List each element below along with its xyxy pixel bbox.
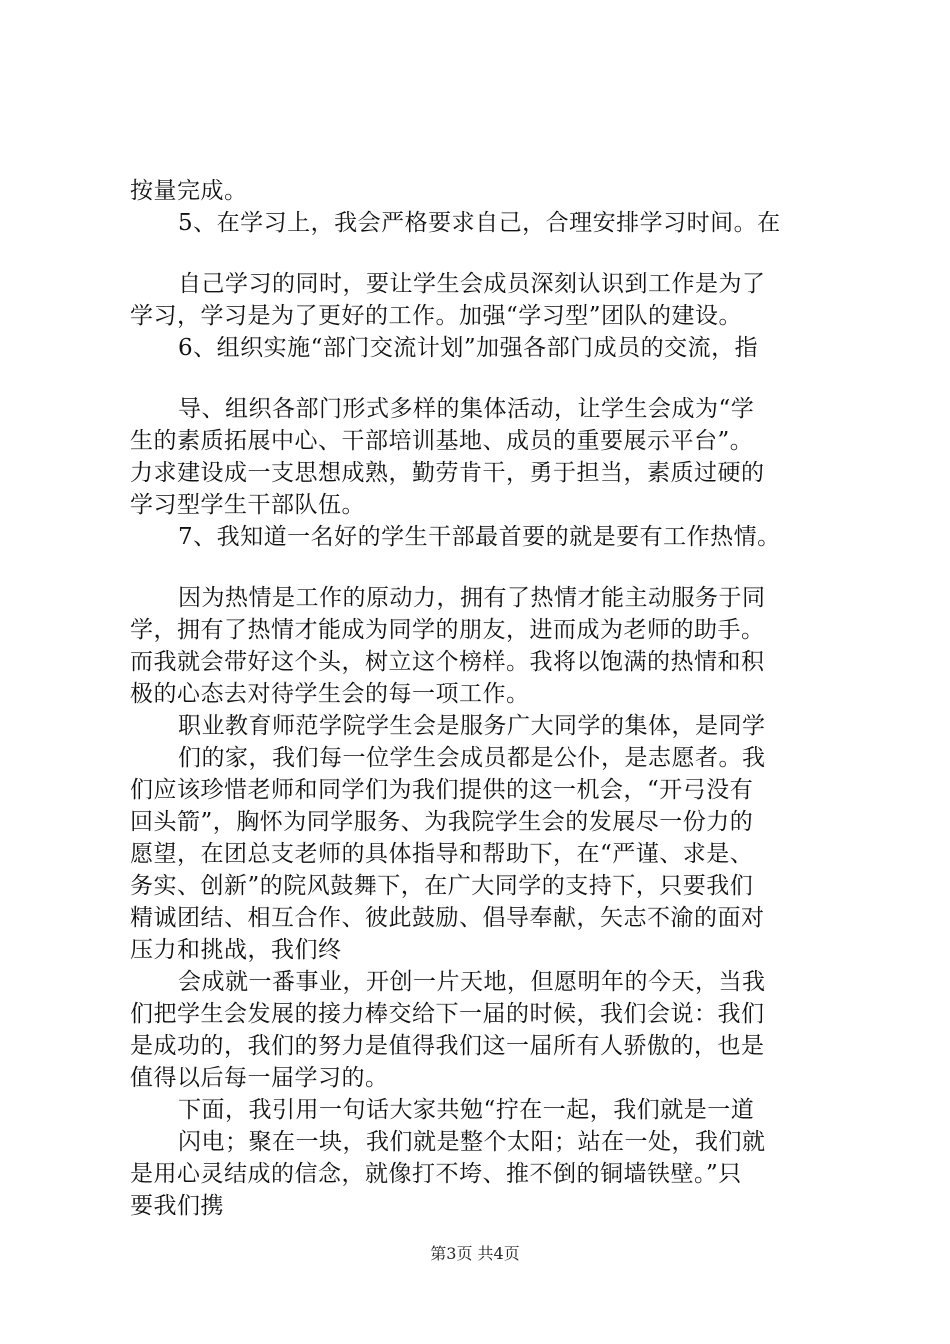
- page-footer: [0, 1241, 950, 1264]
- text-line: 而我就会带好这个头，树立这个榜样。我将以饱满的热情和积: [130, 649, 765, 675]
- page-number-label: 第3页 共4页: [430, 1244, 520, 1263]
- text-line: 力求建设成一支思想成熟，勤劳肯干，勇于担当，素质过硬的: [130, 460, 765, 486]
- text-line: 极的心态去对待学生会的每一项工作。: [130, 681, 530, 707]
- text-line: 压力和挑战，我们终: [130, 937, 342, 963]
- text-line: 5、在学习上，我会严格要求自己，合理安排学习时间。在: [178, 210, 781, 236]
- text-line: 职业教育师范学院学生会是服务广大同学的集体，是同学: [178, 713, 766, 739]
- text-line: 愿望，在团总支老师的具体指导和帮助下，在“严谨、求是、: [130, 841, 754, 867]
- text-line: 要我们携: [130, 1193, 224, 1219]
- text-line: 回头箭”，胸怀为同学服务、为我院学生会的发展尽一份力的: [130, 809, 754, 835]
- text-line: 精诚团结、相互合作、彼此鼓励、倡导奉献，矢志不渝的面对: [130, 905, 765, 931]
- text-line: 学习型学生干部队伍。: [130, 492, 365, 518]
- text-line: 们应该珍惜老师和同学们为我们提供的这一机会，“开弓没有: [130, 777, 754, 803]
- text-line: 生的素质拓展中心、干部培训基地、成员的重要展示平台”。: [130, 428, 754, 454]
- text-line: 自己学习的同时，要让学生会成员深刻认识到工作是为了: [178, 271, 766, 297]
- text-line: 闪电；聚在一块，我们就是整个太阳；站在一处，我们就: [178, 1129, 766, 1155]
- text-line: 7、我知道一名好的学生干部最首要的就是要有工作热情。: [178, 524, 781, 550]
- text-line: 会成就一番事业，开创一片天地，但愿明年的今天，当我: [178, 969, 766, 995]
- text-line: 值得以后每一届学习的。: [130, 1065, 389, 1091]
- text-line: 务实、创新”的院风鼓舞下，在广大同学的支持下，只要我们: [130, 873, 754, 899]
- text-line: 6、组织实施“部门交流计划”加强各部门成员的交流，指: [178, 335, 759, 361]
- text-line: 们把学生会发展的接力棒交给下一届的时候，我们会说：我们: [130, 1001, 765, 1027]
- text-line: 下面，我引用一句话大家共勉“拧在一起，我们就是一道: [178, 1097, 755, 1123]
- text-line: 是成功的，我们的努力是值得我们这一届所有人骄傲的，也是: [130, 1033, 765, 1059]
- text-line: 因为热情是工作的原动力，拥有了热情才能主动服务于同: [178, 585, 766, 611]
- text-line: 学，拥有了热情才能成为同学的朋友，进而成为老师的助手。: [130, 617, 765, 643]
- text-line: 们的家，我们每一位学生会成员都是公仆，是志愿者。我: [178, 745, 766, 771]
- text-line: 是用心灵结成的信念，就像打不垮、推不倒的铜墙铁壁。”只: [130, 1161, 742, 1187]
- text-line: 导、组织各部门形式多样的集体活动，让学生会成为“学: [178, 396, 755, 422]
- text-line: 按量完成。: [130, 178, 248, 204]
- document-body: [130, 175, 835, 1222]
- text-line: 学习，学习是为了更好的工作。加强“学习型”团队的建设。: [130, 303, 743, 329]
